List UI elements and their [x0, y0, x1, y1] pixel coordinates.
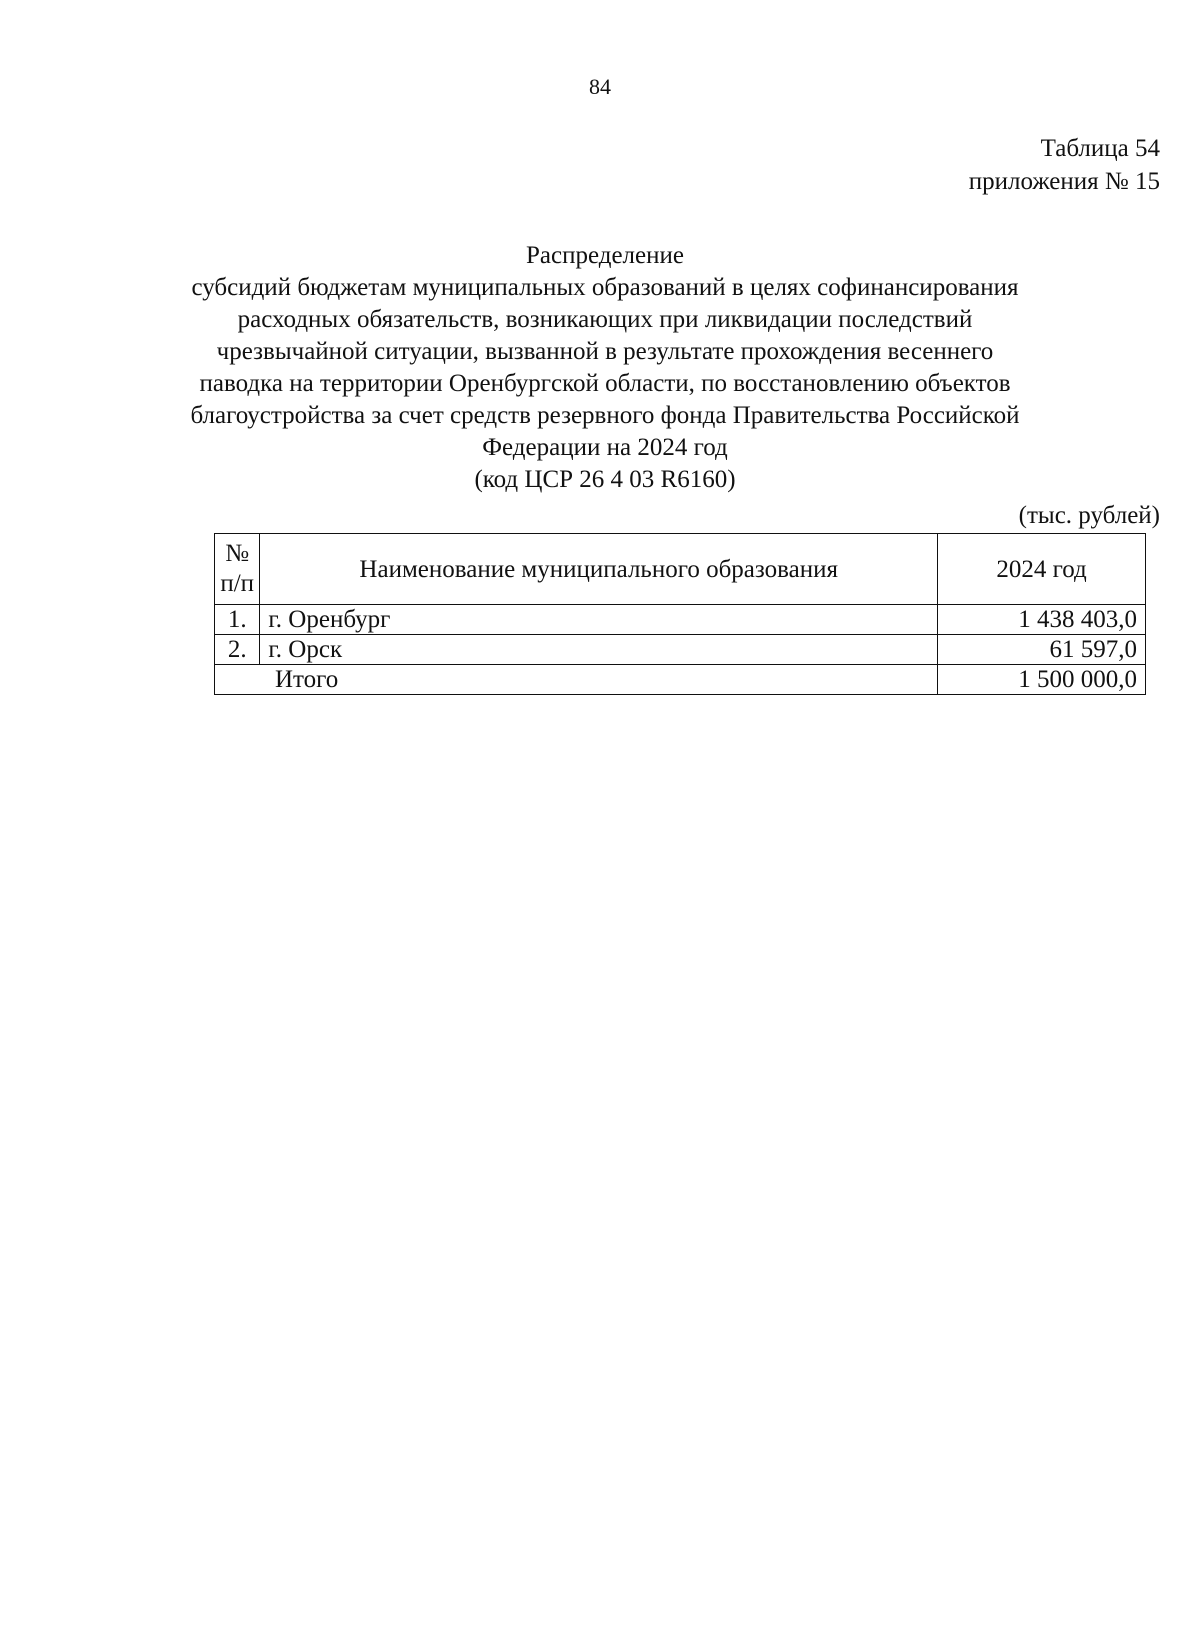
- row-number: 1.: [215, 605, 260, 635]
- total-value: 1 500 000,0: [938, 665, 1146, 695]
- title-line: паводка на территории Оренбургской области, по восстановлению объектов: [199, 370, 1011, 397]
- row-name: г. Оренбург: [260, 605, 938, 635]
- title-line: (код ЦСР 26 4 03 R6160): [474, 466, 736, 493]
- header-number-sign: №: [225, 540, 250, 567]
- header-number-pp: п/п: [220, 570, 255, 597]
- row-value: 61 597,0: [938, 635, 1146, 665]
- row-value: 1 438 403,0: [938, 605, 1146, 635]
- header-number: [215, 534, 260, 605]
- appendix-label: приложения № 15: [968, 168, 1160, 195]
- title-heading: Распределение: [526, 242, 684, 269]
- title-line: благоустройства за счет средств резервного фонда Правительства Российской: [190, 402, 1020, 429]
- header-name: Наименование муниципального образования: [260, 534, 938, 605]
- page-number: 84: [589, 74, 611, 99]
- row-number: 2.: [215, 635, 260, 665]
- table-header-row: [215, 534, 1146, 605]
- table-row: [215, 635, 1146, 665]
- document-title: [190, 240, 1020, 496]
- table-row: [215, 605, 1146, 635]
- total-row: [215, 665, 1146, 695]
- title-line: чрезвычайной ситуации, вызванной в результате прохождения весеннего: [216, 338, 994, 365]
- table-reference: [969, 132, 1160, 198]
- title-line: Федерации на 2024 год: [482, 434, 728, 461]
- row-name: г. Орск: [260, 635, 938, 665]
- units-note: (тыс. рублей): [1018, 502, 1160, 529]
- title-line: расходных обязательств, возникающих при ликвидации последствий: [237, 306, 973, 333]
- distribution-table: [214, 533, 1146, 695]
- table-label: Таблица 54: [1040, 135, 1160, 162]
- title-line: субсидий бюджетам муниципальных образований в целях софинансирования: [191, 274, 1019, 301]
- total-label: Итого: [215, 665, 938, 695]
- header-year: 2024 год: [938, 534, 1146, 605]
